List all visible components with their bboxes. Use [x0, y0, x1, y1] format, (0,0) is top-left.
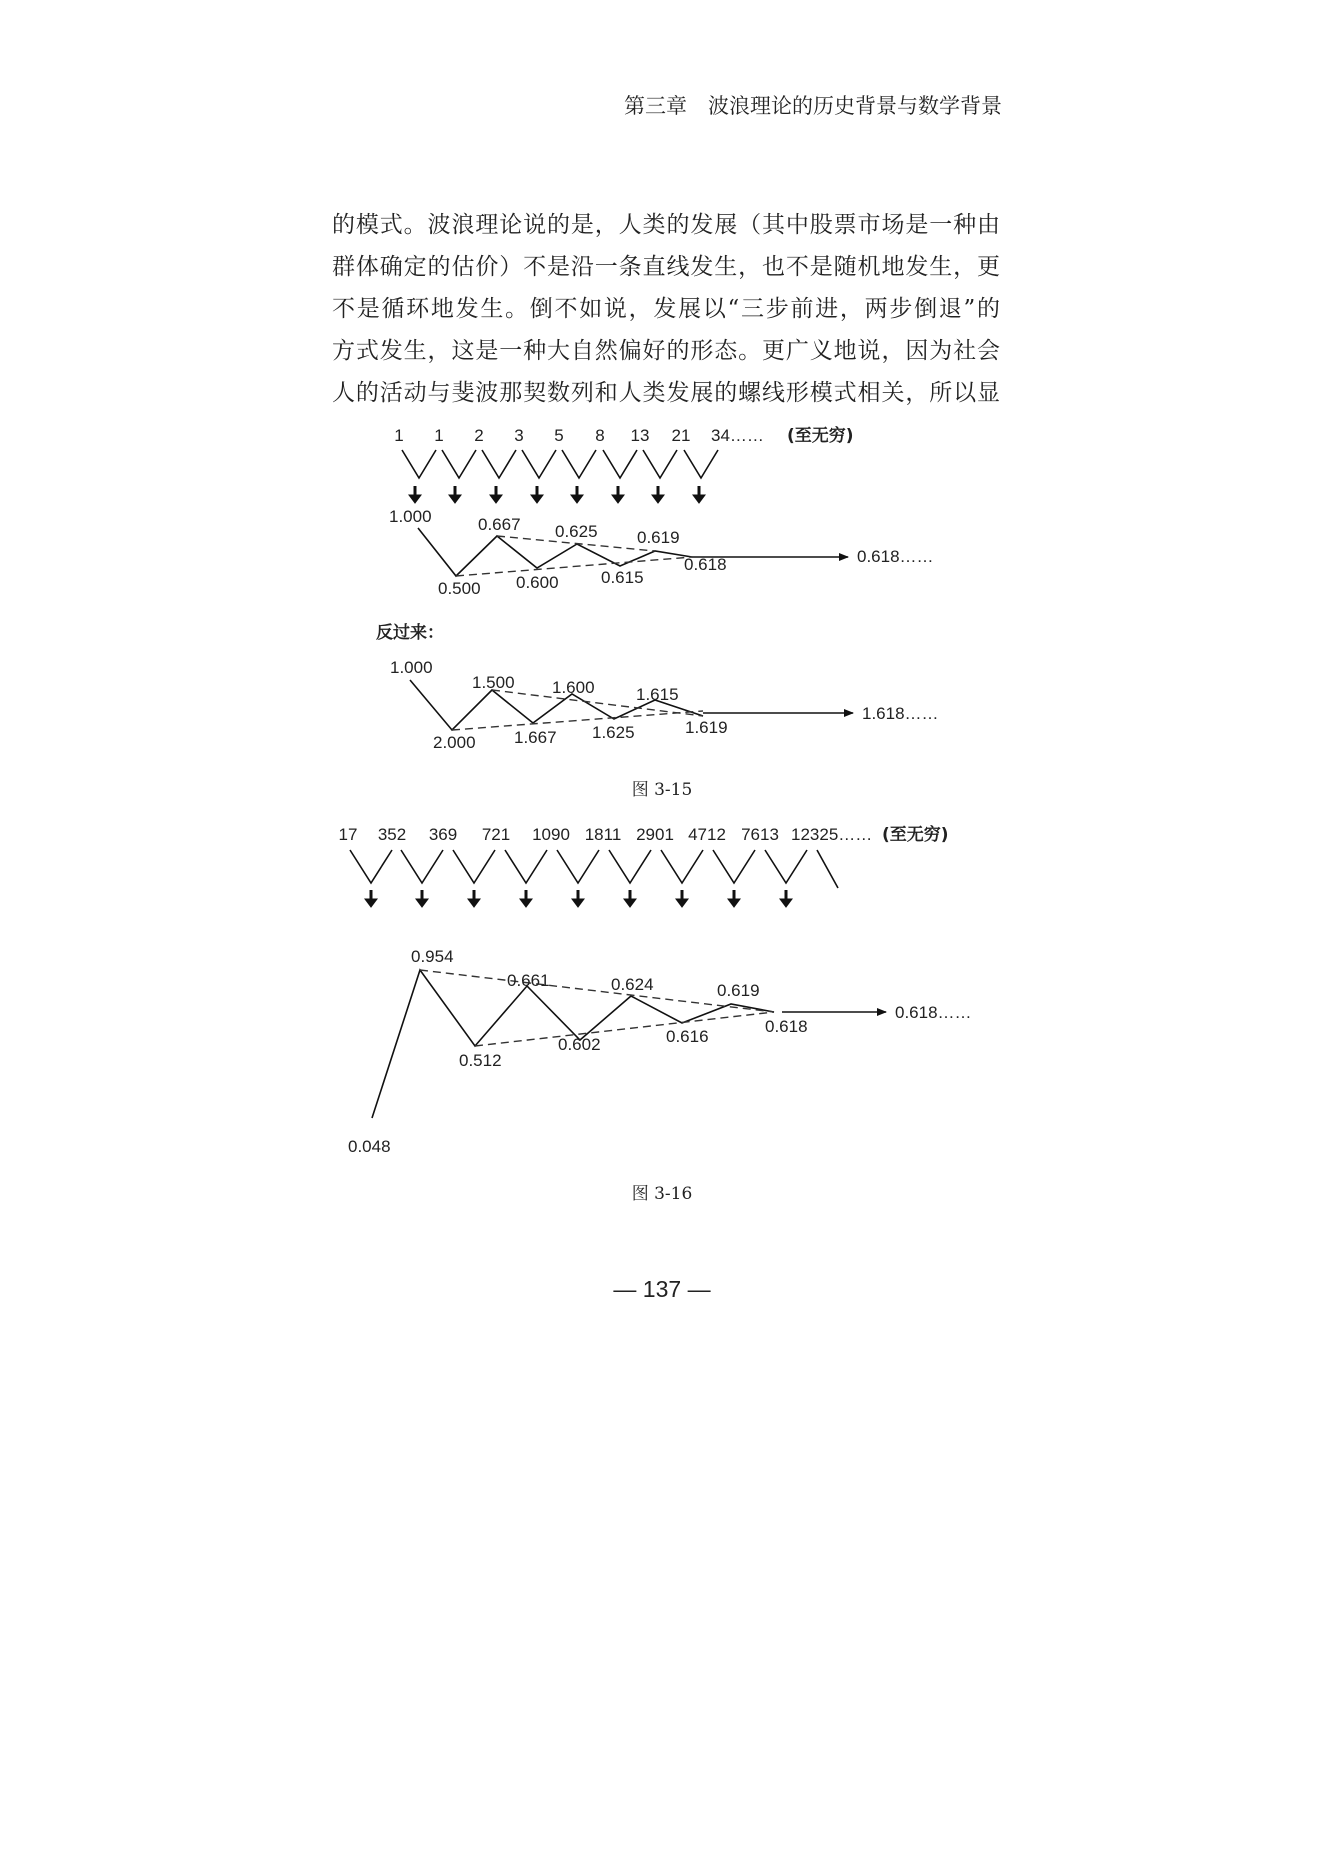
fig15-reverse-dashed-lower	[452, 711, 703, 730]
fig16-dashed-lower	[475, 1012, 774, 1046]
fig16-seq-1: 352	[377, 825, 407, 844]
down-arrow-icon	[409, 486, 421, 503]
fig15-rev-bottom-3: 1.619	[685, 718, 728, 737]
fig16-seq-0: 17	[338, 825, 358, 844]
fig16-seq-6: 2901	[636, 825, 674, 844]
fig15-rev-top-2: 1.600	[552, 678, 595, 697]
fig15-rev-bottom-2: 1.625	[592, 723, 635, 742]
fig16-seq-4: 1090	[532, 825, 570, 844]
fig15-seq-8: 34……	[711, 426, 764, 445]
fig15-sequence	[394, 425, 853, 446]
down-arrow-icon	[531, 486, 543, 503]
down-arrow-icon	[652, 486, 664, 503]
fig15-reverse-limit: 1.618……	[862, 704, 939, 723]
down-arrow-icon	[676, 890, 688, 907]
fig15-seq-7: 21	[671, 426, 691, 445]
down-arrow-icon	[728, 890, 740, 907]
fig15-bottom-0: 0.500	[438, 579, 481, 598]
fig15-seq-4: 5	[554, 426, 564, 445]
fig16-seq-5: 1811	[584, 825, 622, 844]
fig15-reverse-title: 反过来：	[376, 623, 444, 643]
fig15-bottom-1: 0.600	[516, 573, 559, 592]
fig16-top-2: 0.624	[611, 975, 654, 994]
down-arrow-icon	[693, 486, 705, 503]
fig15-seq-0: 1	[394, 426, 404, 445]
page-number: — 137 —	[613, 1276, 711, 1302]
fig16-top-0: 0.954	[411, 947, 454, 966]
fig16-start: 0.048	[348, 1137, 391, 1156]
body-line-3: 不是循环地发生。倒不如说，发展以“三步前进，两步倒退”的	[332, 296, 1000, 322]
fig15-down-arrows	[409, 486, 705, 503]
fig16-limit: 0.618……	[895, 1003, 972, 1022]
fig16-top-3: 0.619	[717, 981, 760, 1000]
fig15-seq-1: 1	[434, 426, 444, 445]
fig15-top-0: 1.000	[389, 507, 432, 526]
fig16-down-arrows	[365, 890, 792, 907]
fig15-dashed-lower	[456, 557, 692, 576]
down-arrow-icon	[468, 890, 480, 907]
fig15-bottom-3: 0.618	[684, 555, 727, 574]
fig15-top-2: 0.625	[555, 522, 598, 541]
down-arrow-icon	[449, 486, 461, 503]
fig16-seq-3: 721	[481, 825, 511, 844]
fig15-rev-top-3: 1.615	[636, 685, 679, 704]
body-line-1: 的模式。波浪理论说的是，人类的发展（其中股票市场是一种由	[332, 212, 1000, 238]
down-arrow-icon	[571, 486, 583, 503]
fig16-bottom-1: 0.602	[558, 1035, 601, 1054]
fig16-top-1: 0.661	[507, 971, 550, 990]
figure-3-16	[339, 824, 972, 1204]
fig15-rev-top-0: 1.000	[390, 658, 433, 677]
fig15-seq-5: 8	[595, 426, 605, 445]
fig15-sequence-note: (至无穷)	[787, 426, 854, 446]
down-arrow-icon	[624, 890, 636, 907]
body-line-4: 方式发生，这是一种大自然偏好的形态。更广义地说，因为社会	[332, 338, 1000, 364]
down-arrow-icon	[572, 890, 584, 907]
down-arrow-icon	[780, 890, 792, 907]
fig15-top-1: 0.667	[478, 515, 521, 534]
figure-3-15	[376, 425, 939, 800]
fig15-v-connectors	[402, 450, 718, 478]
fig16-bottom-3: 0.618	[765, 1017, 808, 1036]
fig16-seq-8: 7613	[741, 825, 779, 844]
fig15-limit: 0.618……	[857, 547, 934, 566]
running-header: 第三章 波浪理论的历史背景与数学背景	[624, 94, 1002, 118]
fig15-rev-top-1: 1.500	[472, 673, 515, 692]
fig16-seq-2: 369	[428, 825, 458, 844]
fig16-seq-9: 12325……	[791, 825, 873, 844]
fig16-bottom-0: 0.512	[459, 1051, 502, 1070]
down-arrow-icon	[365, 890, 377, 907]
fig16-caption: 图 3-16	[631, 1184, 693, 1204]
down-arrow-icon	[612, 486, 624, 503]
body-line-2: 群体确定的估价）不是沿一条直线发生，也不是随机地发生，更	[332, 254, 1000, 280]
down-arrow-icon	[520, 890, 532, 907]
fig16-v-connectors	[350, 850, 838, 888]
body-line-5: 人的活动与斐波那契数列和人类发展的螺线形模式相关，所以显	[332, 380, 1000, 406]
fig15-seq-6: 13	[630, 426, 650, 445]
fig16-seq-7: 4712	[688, 825, 726, 844]
fig15-rev-bottom-0: 2.000	[433, 733, 476, 752]
fig16-bottom-2: 0.616	[666, 1027, 709, 1046]
fig15-seq-3: 3	[514, 426, 524, 445]
fig15-top-3: 0.619	[637, 528, 680, 547]
fig16-sequence-note: (至无穷)	[882, 825, 949, 845]
fig16-sequence	[339, 824, 949, 845]
fig15-bottom-2: 0.615	[601, 568, 644, 587]
down-arrow-icon	[416, 890, 428, 907]
down-arrow-icon	[490, 486, 502, 503]
fig15-seq-2: 2	[474, 426, 484, 445]
fig15-rev-bottom-1: 1.667	[514, 728, 557, 747]
fig15-caption: 图 3-15	[631, 780, 693, 800]
